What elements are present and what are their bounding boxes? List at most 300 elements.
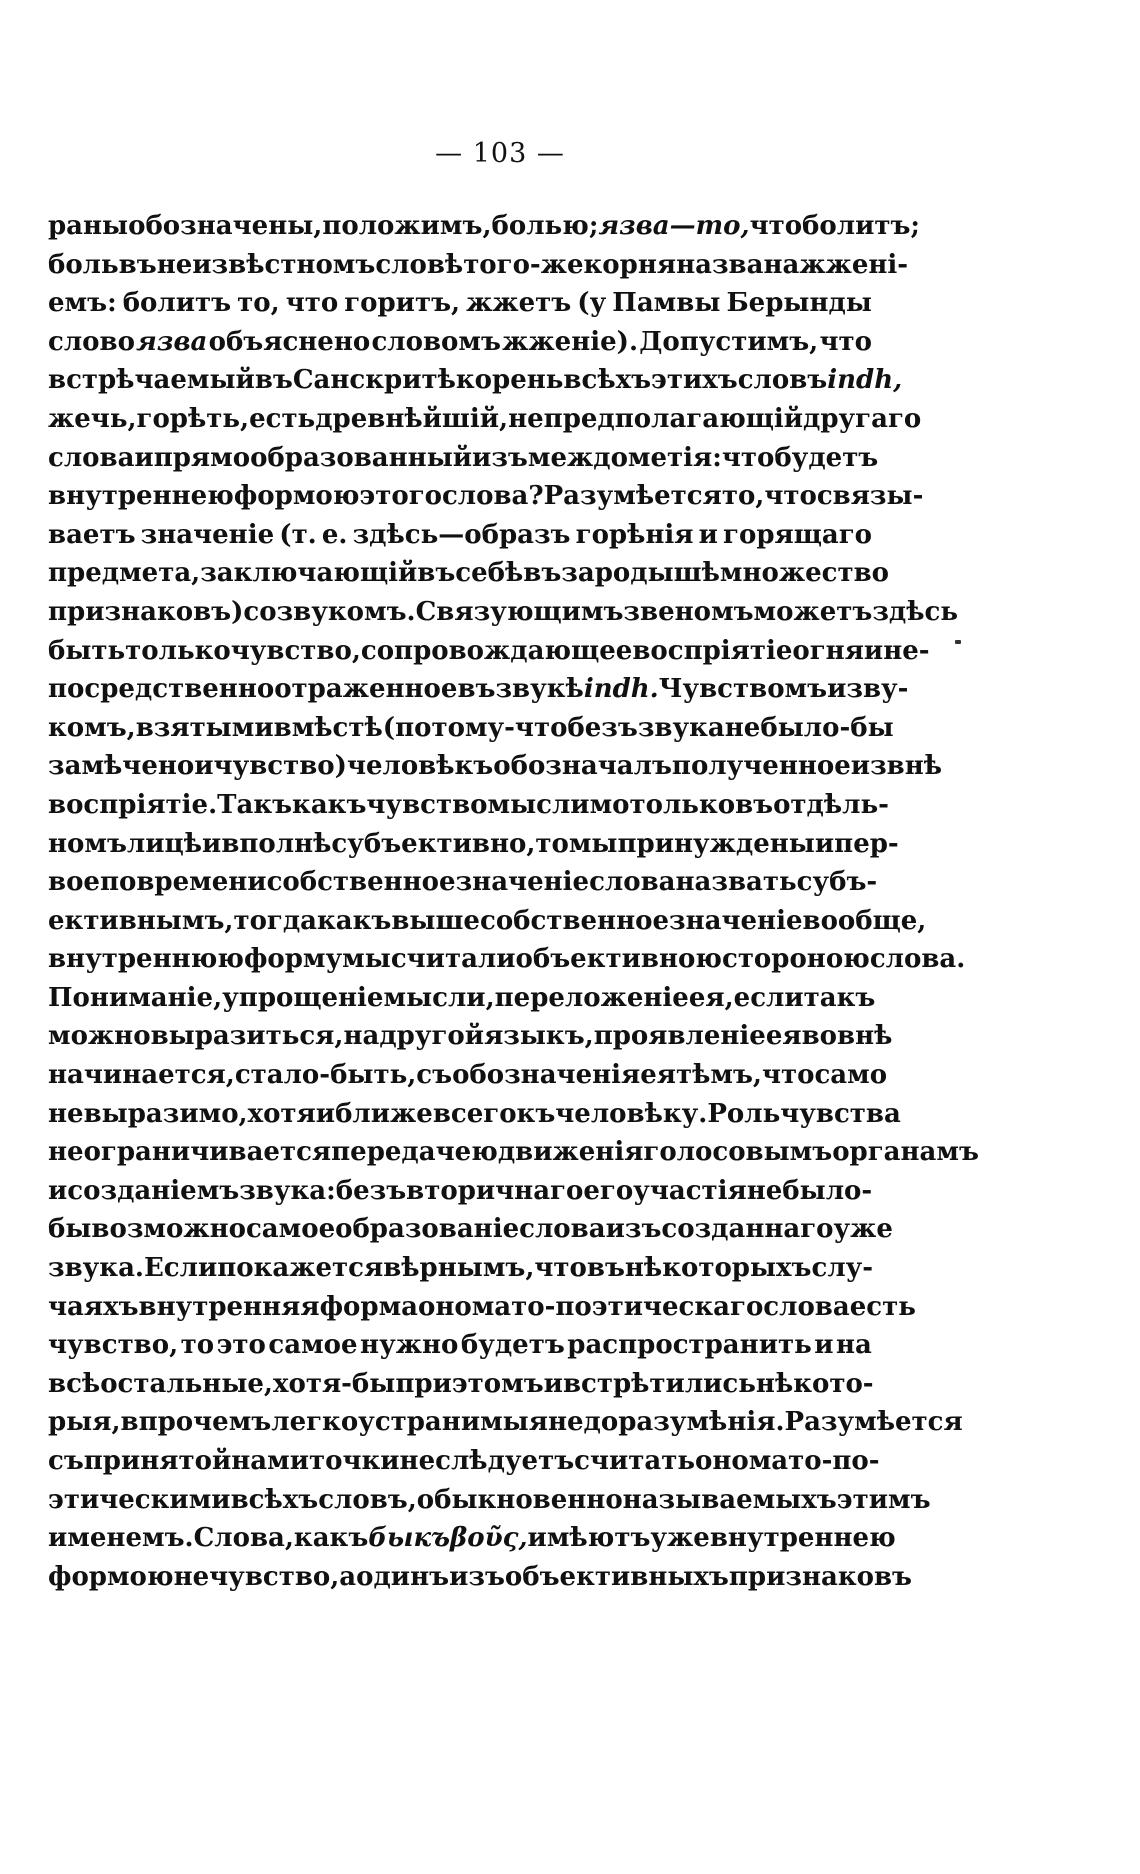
word: какъ xyxy=(292,789,367,820)
word: было-бы xyxy=(760,712,894,743)
word: тѣмъ, xyxy=(676,1060,762,1091)
word: и xyxy=(814,1330,834,1361)
word: упрощенiе xyxy=(222,982,384,1013)
word: бы xyxy=(48,1214,92,1245)
word: словѣ xyxy=(375,249,464,280)
word: и xyxy=(863,635,884,666)
word: не xyxy=(399,1446,436,1476)
word: Роль xyxy=(707,1098,781,1129)
word: то, xyxy=(721,481,765,512)
word: объяснено xyxy=(208,326,371,357)
word: хотя-бы xyxy=(272,1368,396,1399)
word: зародышѣ xyxy=(561,558,720,589)
word: объективныхъ xyxy=(504,1561,729,1592)
word: хотя xyxy=(247,1098,316,1129)
text-line xyxy=(48,1210,893,1249)
word: чувство, xyxy=(209,1561,340,1592)
word: значенiе xyxy=(455,867,590,898)
word: мысли, xyxy=(383,982,495,1013)
word: созданнаго xyxy=(661,1214,834,1245)
word: всѣхъ xyxy=(563,365,652,396)
word: внутреннюю xyxy=(48,944,244,975)
word: нѣкоторыхъ xyxy=(624,1253,812,1284)
word: себѣ xyxy=(455,558,524,589)
word: ея xyxy=(640,1060,676,1091)
word: образованiе xyxy=(335,1214,520,1245)
word: звукомъ. xyxy=(276,596,416,627)
word: языкъ, xyxy=(484,1021,594,1052)
word: то xyxy=(180,1330,215,1361)
word: неизвѣстномъ xyxy=(156,249,376,280)
word: точки xyxy=(309,1446,400,1476)
word: горящаго xyxy=(723,519,872,550)
text-line xyxy=(48,863,878,902)
word: внутреннею xyxy=(48,481,234,512)
text-line xyxy=(48,1056,888,1095)
word: одинъ xyxy=(356,1561,450,1592)
word: устранимыя xyxy=(358,1407,548,1438)
word: Памвы xyxy=(612,288,721,319)
word: ея xyxy=(765,1021,802,1052)
word: словъ, xyxy=(318,1484,417,1515)
word: чувство xyxy=(366,789,488,820)
word: объективною xyxy=(515,944,722,975)
text-line xyxy=(48,477,924,516)
word: только xyxy=(125,635,231,666)
word: то, xyxy=(237,288,280,319)
word: вполнѣ xyxy=(221,828,332,859)
word: пер- xyxy=(834,828,899,859)
text-line xyxy=(48,1558,912,1597)
word: ономато-поэтическаго xyxy=(418,1291,764,1322)
word: положимъ, xyxy=(322,211,492,241)
word: форма xyxy=(319,1291,418,1322)
word: будетъ xyxy=(774,442,879,473)
text-line xyxy=(48,632,930,671)
word: начинается, xyxy=(48,1060,235,1091)
text-line xyxy=(48,284,872,323)
word: и xyxy=(698,519,718,550)
word: передачею xyxy=(331,1137,498,1168)
word: болитъ xyxy=(122,288,232,319)
word: жечь, xyxy=(48,403,137,434)
word: тогда xyxy=(233,905,318,936)
word: его xyxy=(583,1175,634,1206)
word: обыкновенно xyxy=(416,1484,623,1515)
word: въ xyxy=(417,558,456,589)
word: распространить xyxy=(567,1330,812,1361)
word: и xyxy=(814,828,835,859)
text-line xyxy=(48,1481,931,1520)
word: называемыхъ xyxy=(622,1484,837,1515)
word: человѣку. xyxy=(555,1098,708,1129)
text-line xyxy=(48,439,879,478)
word: множество xyxy=(719,558,889,589)
word: слу- xyxy=(811,1253,874,1284)
word: этимъ xyxy=(836,1484,931,1515)
word: не xyxy=(746,1175,783,1206)
text-line xyxy=(48,1365,872,1404)
word: стороною xyxy=(721,944,870,975)
word: въ xyxy=(735,789,774,820)
word: обозначены, xyxy=(128,211,323,241)
word: (у xyxy=(577,288,607,319)
word: не xyxy=(724,712,761,743)
word: этого xyxy=(359,481,442,512)
word: стало-быть, xyxy=(234,1060,417,1091)
word: слова. xyxy=(869,944,966,975)
word: не xyxy=(48,1137,84,1168)
word: изъ xyxy=(449,1561,505,1592)
word: слово xyxy=(48,326,135,357)
text-line xyxy=(48,1403,963,1442)
word: и xyxy=(543,1368,563,1399)
text-line xyxy=(48,1326,872,1365)
word: быть xyxy=(48,635,126,666)
word: на xyxy=(836,1330,872,1361)
word: въ xyxy=(457,674,496,705)
word: изъ xyxy=(605,1214,662,1245)
word: и xyxy=(48,1175,68,1206)
text-line xyxy=(48,246,909,285)
word: можно xyxy=(48,1021,151,1052)
word: безъ xyxy=(567,712,638,743)
word: впрочемъ xyxy=(120,1407,272,1438)
word: ея, xyxy=(688,982,734,1013)
text-line xyxy=(48,207,920,246)
word: звука. xyxy=(48,1253,144,1284)
word: есть xyxy=(849,1291,916,1322)
word: внутреннею xyxy=(709,1523,896,1554)
word: звука xyxy=(637,712,725,743)
word: обозначенiя xyxy=(452,1060,641,1091)
page-number: — 103 — xyxy=(435,138,565,169)
word: въ xyxy=(254,365,293,396)
word: безъ xyxy=(335,1175,407,1206)
word: было- xyxy=(782,1175,873,1206)
word: Разумѣется xyxy=(784,1407,963,1438)
word: боль xyxy=(48,249,119,280)
word: обозначалъ xyxy=(493,751,672,782)
word: вторичнаго xyxy=(406,1175,584,1206)
word: значенiе xyxy=(140,519,275,550)
word: въ xyxy=(118,249,157,280)
word: корня xyxy=(583,249,677,280)
text-line xyxy=(48,902,927,941)
word: Пониманiе, xyxy=(48,982,223,1013)
word: мы xyxy=(342,944,391,975)
print-speck xyxy=(955,640,961,644)
word: нѣкото- xyxy=(755,1368,874,1399)
word: Разумѣется xyxy=(543,481,722,512)
word: можетъ xyxy=(753,596,873,627)
word: indh. xyxy=(583,674,659,705)
word: встрѣчаемый xyxy=(48,365,255,396)
word: сопровождающее xyxy=(360,635,633,666)
text-line xyxy=(48,1172,872,1211)
word: отраженное xyxy=(274,674,458,705)
text-line xyxy=(48,1017,893,1056)
word: собственное xyxy=(479,905,669,936)
word: а xyxy=(339,1561,357,1592)
word: Чувствомъ xyxy=(658,674,828,705)
word: созданiемъ xyxy=(67,1175,240,1206)
word: и xyxy=(194,751,214,782)
text-line xyxy=(48,940,966,979)
word: къ xyxy=(516,1098,556,1129)
text-line xyxy=(48,1519,896,1558)
word: будетъ xyxy=(460,1330,565,1361)
word: вмѣстѣ xyxy=(273,712,383,743)
word: это xyxy=(216,1330,266,1361)
word: при xyxy=(395,1368,452,1399)
word: словъ xyxy=(737,365,828,396)
word: емъ: xyxy=(48,288,117,319)
word: слова xyxy=(48,442,135,473)
word: въ xyxy=(523,558,562,589)
word: голосовымъ xyxy=(643,1137,833,1168)
word: замѣчено xyxy=(48,751,195,782)
word: участiя xyxy=(633,1175,747,1206)
word: непредполагающiй xyxy=(508,403,804,434)
word: внутренняя xyxy=(138,1291,320,1322)
word: словомъ xyxy=(371,326,501,357)
word: и xyxy=(134,442,154,473)
word: съ xyxy=(416,1060,453,1091)
word: Если xyxy=(143,1253,218,1284)
word: само xyxy=(814,1060,888,1091)
word: связы- xyxy=(816,481,924,512)
word: этомъ xyxy=(451,1368,544,1399)
word: язва xyxy=(136,326,208,357)
word: Допустимъ, xyxy=(639,326,819,357)
word: возможно xyxy=(91,1214,246,1245)
word: звеномъ xyxy=(623,596,754,627)
word: уже xyxy=(650,1523,710,1554)
word: другой xyxy=(379,1021,485,1052)
word: собственное xyxy=(266,867,456,898)
word: на xyxy=(343,1021,380,1052)
text-line xyxy=(48,1095,901,1134)
word: что xyxy=(764,481,817,512)
word: что xyxy=(721,442,775,473)
text-line xyxy=(48,1288,916,1327)
word: такъ xyxy=(803,982,876,1013)
word: полученное xyxy=(671,751,851,782)
word: остальные, xyxy=(100,1368,273,1399)
text-line xyxy=(48,400,922,439)
word: переложенiе xyxy=(494,982,689,1013)
word: какъ xyxy=(317,905,392,936)
word: здѣсь—образъ xyxy=(352,519,571,550)
word: формою xyxy=(233,481,360,512)
word: горѣть, xyxy=(136,403,250,434)
word: посредственно xyxy=(48,674,275,705)
word: именемъ. xyxy=(48,1523,194,1554)
text-line xyxy=(48,979,876,1018)
word: назвать xyxy=(675,867,797,898)
word: покажется xyxy=(217,1253,384,1284)
word: если xyxy=(733,982,804,1013)
word: жжетъ xyxy=(466,288,572,319)
body-text xyxy=(48,207,979,1596)
word: этихъ xyxy=(651,365,738,396)
word: по xyxy=(99,867,137,898)
word: звука: xyxy=(239,1175,336,1206)
word: чувство, xyxy=(230,635,361,666)
word: звукѣ xyxy=(495,674,584,705)
word: чувства xyxy=(780,1098,901,1129)
word: чувство) xyxy=(213,751,347,782)
word: значенiе xyxy=(669,905,803,936)
word: не xyxy=(173,1561,210,1592)
word: что xyxy=(749,211,803,241)
word: βοῦς, xyxy=(450,1523,528,1554)
word: человѣкъ xyxy=(346,751,494,782)
text-line xyxy=(48,825,899,864)
word: что xyxy=(761,1060,815,1091)
word: раны xyxy=(48,211,129,241)
word: огня xyxy=(792,635,864,666)
word: считать xyxy=(574,1446,695,1476)
word: болитъ; xyxy=(802,211,920,241)
word: уже xyxy=(833,1214,893,1245)
word: органамъ xyxy=(832,1137,979,1168)
word: ономато-по- xyxy=(695,1446,880,1476)
word: нужно xyxy=(360,1330,459,1361)
text-line xyxy=(48,747,943,786)
word: здѣсь xyxy=(872,596,958,627)
word: самое xyxy=(268,1330,358,1361)
word: вѣрнымъ, xyxy=(383,1253,535,1284)
word: выше xyxy=(391,905,480,936)
word: слова xyxy=(519,1214,606,1245)
word: зву- xyxy=(846,674,909,705)
word: Связующимъ xyxy=(415,596,624,627)
word: что xyxy=(819,326,872,357)
text-line xyxy=(48,323,872,362)
text-line xyxy=(48,786,889,825)
word: ограничивается xyxy=(83,1137,332,1168)
word: язва—то, xyxy=(598,211,750,241)
word: то xyxy=(535,828,569,859)
word: какъ xyxy=(293,1523,369,1554)
word: признаковъ) xyxy=(48,596,244,627)
word: Санскритѣ xyxy=(292,365,456,396)
word: и xyxy=(202,828,222,859)
word: рыя, xyxy=(48,1407,121,1438)
word: номъ xyxy=(48,828,127,859)
word: считали xyxy=(390,944,516,975)
word: формою xyxy=(48,1561,174,1592)
word: предмета, xyxy=(48,558,201,589)
word: Такъ xyxy=(217,789,293,820)
word: изъ xyxy=(472,442,528,473)
word: лицѣ xyxy=(126,828,203,859)
word: и xyxy=(315,1098,336,1129)
word: только xyxy=(629,789,736,820)
text-line xyxy=(48,1442,880,1481)
word: отдѣль- xyxy=(773,789,889,820)
word: невыразимо, xyxy=(48,1098,248,1129)
word: жженi- xyxy=(799,249,909,280)
word: имѣютъ xyxy=(527,1523,651,1554)
word: что xyxy=(285,288,339,319)
word: времени xyxy=(136,867,267,898)
word: прямо xyxy=(153,442,251,473)
text-line xyxy=(48,554,889,593)
word: чувство, xyxy=(48,1330,179,1361)
word: ективнымъ, xyxy=(48,905,234,936)
word: корень xyxy=(455,365,564,396)
word: воспрiятiе xyxy=(632,635,793,666)
word: въ xyxy=(586,1253,625,1284)
word: (т. xyxy=(279,519,317,550)
word: легко xyxy=(271,1407,359,1438)
word: слѣдуетъ xyxy=(435,1446,575,1476)
word: горитъ, xyxy=(344,288,461,319)
word: чаяхъ xyxy=(48,1291,139,1322)
word: е. xyxy=(321,519,348,550)
word: быкъ xyxy=(368,1523,450,1554)
word: признаковъ xyxy=(728,1561,912,1592)
word: извнѣ xyxy=(850,751,943,782)
word: самое xyxy=(245,1214,336,1245)
word: жженiе). xyxy=(502,326,639,357)
word: субъективно, xyxy=(331,828,536,859)
word: взятыми xyxy=(135,712,274,743)
word: всѣ xyxy=(48,1368,101,1399)
word: и xyxy=(827,674,847,705)
word: слова xyxy=(763,1291,850,1322)
word: съ xyxy=(48,1446,84,1476)
word: всего xyxy=(432,1098,517,1129)
word: indh, xyxy=(827,365,903,396)
word: встрѣтились xyxy=(562,1368,756,1399)
word: этическими xyxy=(48,1484,231,1515)
word: есть xyxy=(249,403,316,434)
text-line xyxy=(48,516,872,555)
word: вообще, xyxy=(802,905,927,936)
word: междометiя: xyxy=(527,442,722,473)
word: проявленiе xyxy=(593,1021,766,1052)
text-line xyxy=(48,709,894,748)
word: болью; xyxy=(491,211,599,241)
word: выразиться, xyxy=(150,1021,344,1052)
word: слова xyxy=(589,867,676,898)
word: мыслимо xyxy=(487,789,630,820)
word: со xyxy=(243,596,277,627)
word: вое xyxy=(48,867,100,898)
word: мы xyxy=(568,828,618,859)
text-line xyxy=(48,1249,872,1288)
word: всѣхъ xyxy=(230,1484,319,1515)
word: форму xyxy=(243,944,343,975)
word: движенiя xyxy=(497,1137,644,1168)
word: слова? xyxy=(441,481,544,512)
word: вовнѣ xyxy=(801,1021,893,1052)
word: образованный xyxy=(250,442,473,473)
word: что xyxy=(534,1253,587,1284)
word: принуждены xyxy=(617,828,815,859)
word: не- xyxy=(883,635,930,666)
word: (потому-что xyxy=(382,712,568,743)
text-line xyxy=(48,1133,979,1172)
text-line xyxy=(48,361,903,400)
word: Берынды xyxy=(726,288,872,319)
word: другаго xyxy=(803,403,922,434)
word: воспрiятiе. xyxy=(48,789,218,820)
